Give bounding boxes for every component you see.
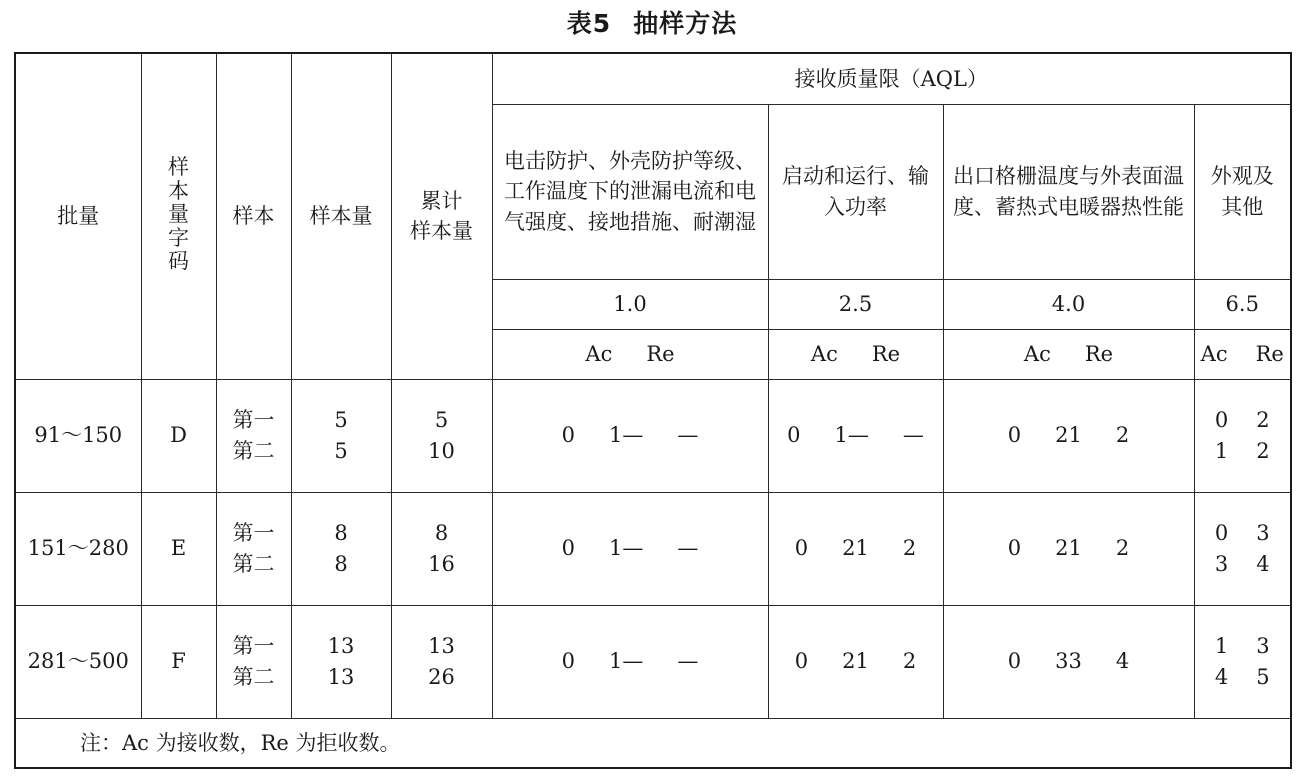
table-row [15,605,1291,718]
cell-g3 [943,605,1194,718]
cumulative-first: 8 [434,521,449,546]
cell-g2 [768,492,943,605]
cell-code: D [141,379,216,492]
cell-g4 [1194,379,1291,492]
cumulative-second: 26 [428,664,455,689]
cell-g1 [492,605,768,718]
re-value: 2 [842,536,856,561]
header-cumulative-line1: 累计 [420,188,463,213]
header-sample: 样本 [216,53,291,379]
cell-g2 [768,605,943,718]
header-cumulative [391,53,492,379]
header-code [141,53,216,379]
ac-value: 3 [1068,649,1082,674]
re-value: 2 [1256,438,1270,463]
group-1-name: 电击防护、外壳防护等级、工作温度下的泄漏电流和电气强度、接地措施、耐潮湿 [492,104,768,279]
ac-value: — [622,649,644,674]
re-value: 1 [609,649,623,674]
ac-label: Ac [1200,341,1228,366]
re-value: 2 [1115,423,1130,448]
re-value: 2 [1055,536,1069,561]
ac-value: 1 [1068,423,1082,448]
size-second: 8 [334,551,348,576]
size-first: 13 [327,634,355,659]
cumulative-first: 13 [428,634,455,659]
re-value: — [677,649,699,674]
cumulative-second: 10 [428,438,455,463]
cell-code: F [141,605,216,718]
re-value: 3 [1055,649,1069,674]
ac-value: 1 [855,536,869,561]
ac-value: 0 [1007,536,1022,561]
sample-first: 第一 [232,521,275,546]
header-code-text: 样本量字码 [168,155,189,274]
group-3-name: 出口格栅温度与外表面温度、蓄热式电暖器热性能 [943,104,1194,279]
re-value: 1 [609,536,623,561]
ac-value: 0 [561,423,575,448]
re-value: 2 [1055,423,1069,448]
cell-g1 [492,492,768,605]
cell-cumulative [391,492,492,605]
ac-label: Ac [1023,341,1051,366]
sample-first: 第一 [232,634,275,659]
re-value: 3 [1256,521,1270,546]
cell-g4 [1194,605,1291,718]
ac-value: 0 [1214,408,1229,433]
ac-value: 3 [1214,551,1229,576]
re-label: Re [1084,341,1114,366]
cell-size [291,605,391,718]
table-row [15,379,1291,492]
re-value: — [902,423,924,448]
size-first: 5 [334,408,348,433]
sample-first: 第一 [232,408,275,433]
re-value: — [677,423,699,448]
re-value: 2 [902,536,917,561]
header-size: 样本量 [291,53,391,379]
cell-sample [216,379,291,492]
sample-second: 第二 [232,664,275,689]
group-2-aql: 2.5 [768,279,943,329]
ac-value: 1 [1214,634,1229,659]
re-value: 1 [834,423,848,448]
header-aql: 接收质量限（AQL） [492,53,1291,104]
cumulative-second: 16 [428,551,455,576]
cell-lot: 91～150 [15,379,141,492]
note-row [15,718,1291,768]
cell-lot: 281～500 [15,605,141,718]
size-second: 5 [334,438,348,463]
ac-label: Ac [810,341,838,366]
ac-value: 0 [561,536,575,561]
ac-value: 0 [561,649,575,674]
ac-value: — [847,423,869,448]
table-number: 表5 [566,9,612,38]
cell-size [291,492,391,605]
re-value: 4 [1115,649,1130,674]
cell-lot: 151～280 [15,492,141,605]
cell-cumulative [391,379,492,492]
header-row-1 [15,53,1291,104]
cell-sample [216,492,291,605]
ac-value: 0 [787,423,801,448]
cell-g4 [1194,492,1291,605]
ac-value: 1 [1214,438,1229,463]
cumulative-first: 5 [434,408,449,433]
ac-value: 0 [794,649,809,674]
re-label: Re [1255,341,1284,366]
re-label: Re [871,341,901,366]
re-value: 2 [1256,408,1270,433]
sample-second: 第二 [232,551,275,576]
header-cumulative-line2: 样本量 [410,219,473,244]
cell-code: E [141,492,216,605]
ac-value: 0 [794,536,809,561]
header-lot: 批量 [15,53,141,379]
cell-g3 [943,379,1194,492]
re-label: Re [646,341,675,366]
re-value: — [677,536,699,561]
re-value: 1 [609,423,623,448]
ac-value: — [622,423,644,448]
ac-value: 0 [1007,423,1022,448]
group-3-aql: 4.0 [943,279,1194,329]
group-3-acre [943,329,1194,379]
ac-label: Ac [585,341,613,366]
table-title [0,6,1304,42]
group-1-acre [492,329,768,379]
table-row [15,492,1291,605]
re-value: 5 [1256,664,1270,689]
re-value: 4 [1256,551,1270,576]
group-4-aql: 6.5 [1194,279,1291,329]
table-note: 注：Ac 为接收数，Re 为拒收数。 [15,718,1291,768]
ac-value: 4 [1214,664,1229,689]
ac-value: — [622,536,644,561]
group-4-acre [1194,329,1291,379]
cell-g3 [943,492,1194,605]
re-value: 2 [902,649,917,674]
size-second: 13 [327,664,355,689]
table-caption: 抽样方法 [633,9,738,38]
cell-size [291,379,391,492]
cell-g2 [768,379,943,492]
sampling-table [14,52,1292,769]
group-2-acre [768,329,943,379]
cell-sample [216,605,291,718]
ac-value: 1 [855,649,869,674]
group-4-name: 外观及其他 [1194,104,1291,279]
group-2-name: 启动和运行、输入功率 [768,104,943,279]
cell-g1 [492,379,768,492]
re-value: 2 [1115,536,1130,561]
sample-second: 第二 [232,438,275,463]
cell-cumulative [391,605,492,718]
re-value: 2 [842,649,856,674]
ac-value: 0 [1214,521,1229,546]
ac-value: 0 [1007,649,1022,674]
group-1-aql: 1.0 [492,279,768,329]
ac-value: 1 [1068,536,1082,561]
re-value: 3 [1256,634,1270,659]
size-first: 8 [334,521,348,546]
